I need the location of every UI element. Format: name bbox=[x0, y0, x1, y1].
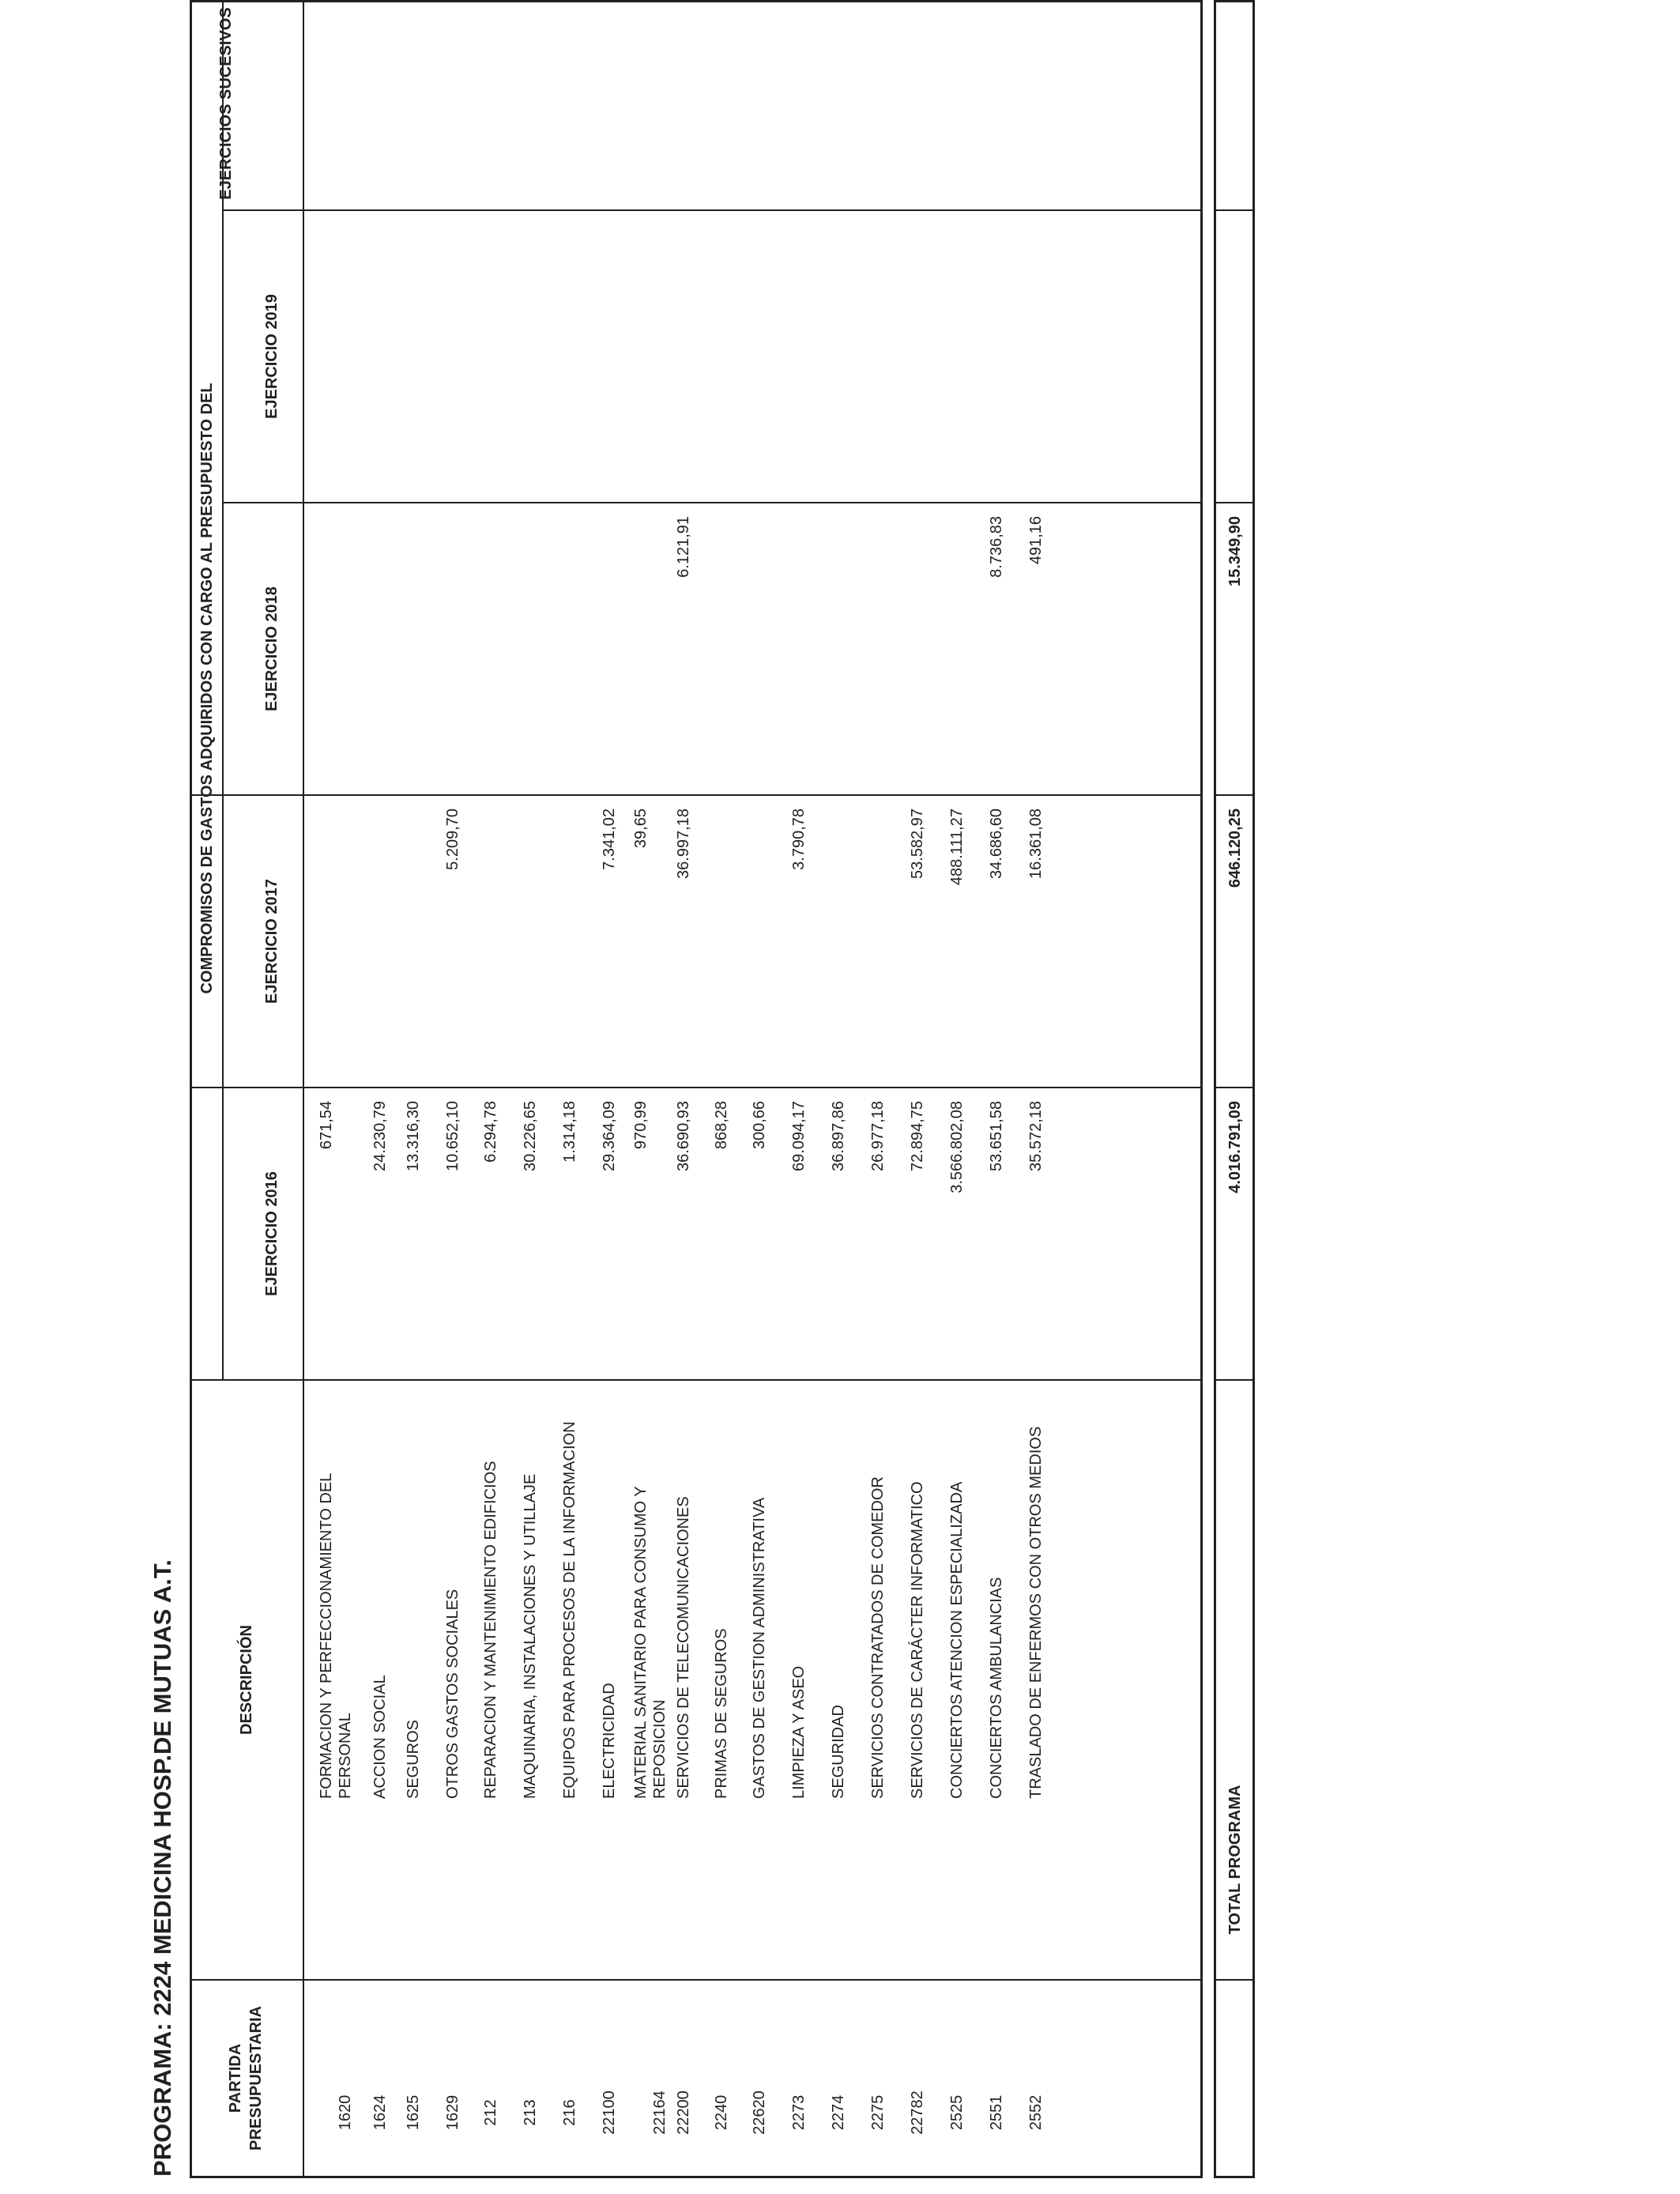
row-value-e2016: 53.651,58 bbox=[988, 1101, 1005, 1171]
row-code: 22200 bbox=[675, 2090, 692, 2135]
program-title: PROGRAMA: 2224 MEDICINA HOSP.DE MUTUAS A.T. bbox=[149, 1559, 176, 2177]
total-divider-2016 bbox=[1216, 1087, 1252, 1088]
row-value-e2016: 10.652,10 bbox=[444, 1101, 461, 1171]
total-label: TOTAL PROGRAMA bbox=[1226, 1785, 1244, 1935]
row-value-e2016: 36.690,93 bbox=[675, 1101, 692, 1171]
total-divider-2017 bbox=[1216, 794, 1252, 796]
row-value-e2016: 69.094,17 bbox=[790, 1101, 808, 1171]
header-partida: PARTIDA PRESUPUESTARIA bbox=[227, 2006, 265, 2151]
row-value-e2016: 24.230,79 bbox=[371, 1101, 389, 1171]
total-2016: 4.016.791,09 bbox=[1226, 1101, 1244, 1193]
row-description bbox=[750, 1498, 769, 1799]
header-ejercicio-2016: EJERCICIO 2016 bbox=[263, 1171, 281, 1296]
row-code: 212 bbox=[482, 2099, 499, 2126]
row-description bbox=[908, 1481, 927, 1799]
row-code: 22164 bbox=[651, 2090, 669, 2135]
row-value-e2016: 6.294,78 bbox=[482, 1101, 499, 1163]
row-code: 1624 bbox=[371, 2094, 389, 2131]
row-value-e2017: 3.790,78 bbox=[790, 809, 808, 870]
divider-partida bbox=[192, 1979, 1200, 1981]
row-value-e2016: 72.894,75 bbox=[909, 1101, 926, 1171]
row-code: 1625 bbox=[405, 2094, 422, 2131]
row-description bbox=[674, 1498, 693, 1799]
row-value-e2016: 300,66 bbox=[751, 1101, 768, 1150]
row-value-e2017: 36.997,18 bbox=[675, 809, 692, 879]
row-value-e2017: 16.361,08 bbox=[1027, 809, 1045, 879]
row-description-line: SERVICIOS CONTRATADOS DE COMEDOR bbox=[869, 1476, 887, 1799]
row-value-e2016: 36.897,86 bbox=[830, 1101, 847, 1171]
row-description bbox=[789, 1498, 808, 1799]
header-descripcion: DESCRIPCIÓN bbox=[238, 1625, 255, 1735]
row-value-e2016: 970,99 bbox=[632, 1101, 650, 1150]
total-2017: 646.120,25 bbox=[1226, 809, 1244, 888]
row-code: 213 bbox=[522, 2099, 539, 2126]
row-value-e2016: 35.572,18 bbox=[1027, 1101, 1045, 1171]
header-ejercicio-2017: EJERCICIO 2017 bbox=[263, 879, 281, 1004]
row-description-line: SEGUROS bbox=[405, 1719, 422, 1799]
row-description-line: PRIMAS DE SEGUROS bbox=[713, 1628, 730, 1799]
row-code: 2240 bbox=[713, 2094, 730, 2131]
row-description bbox=[521, 1473, 540, 1799]
divider-2016 bbox=[192, 1087, 1200, 1088]
row-description-line: MAQUINARIA, INSTALACIONES Y UTILLAJE bbox=[522, 1473, 539, 1799]
row-code: 22782 bbox=[909, 2090, 926, 2135]
row-code: 2552 bbox=[1027, 2094, 1045, 2131]
row-description bbox=[443, 1498, 462, 1799]
row-description-line: OTROS GASTOS SOCIALES bbox=[444, 1589, 461, 1799]
row-description bbox=[987, 1498, 1006, 1799]
row-code: 2275 bbox=[869, 2094, 887, 2131]
divider-descripcion bbox=[192, 1379, 1200, 1381]
row-value-e2016: 29.364,09 bbox=[601, 1101, 618, 1171]
row-description bbox=[317, 1472, 355, 1799]
row-description bbox=[712, 1498, 731, 1799]
row-code: 2551 bbox=[988, 2094, 1005, 2131]
row-description-line: CONCIERTOS AMBULANCIAS bbox=[988, 1577, 1005, 1799]
row-value-e2016: 30.226,65 bbox=[522, 1101, 539, 1171]
header-ejercicios-sucesivos: EJERCICIOS SUCESIVOS bbox=[217, 7, 235, 200]
row-value-e2017: 5.209,70 bbox=[444, 809, 461, 870]
header-compromisos: COMPROMISOS DE GASTOS ADQUIRIDOS CON CARGO AL PRESUPUESTO DEL bbox=[198, 383, 216, 994]
row-description bbox=[600, 1498, 619, 1799]
row-value-e2017: 34.686,60 bbox=[988, 809, 1005, 879]
total-2018: 15.349,90 bbox=[1226, 516, 1244, 586]
row-description-line: MATERIAL SANITARIO PARA CONSUMO Y bbox=[632, 1486, 650, 1799]
row-code: 216 bbox=[561, 2099, 578, 2126]
row-description bbox=[631, 1486, 669, 1799]
row-description-line: FORMACION Y PERFECCIONAMIENTO DEL bbox=[318, 1472, 335, 1799]
total-divider-partida bbox=[1216, 1979, 1252, 1981]
row-code: 1620 bbox=[337, 2094, 354, 2131]
total-table bbox=[1214, 0, 1255, 2178]
row-description-line: SERVICIOS DE TELECOMUNICACIONES bbox=[675, 1496, 692, 1799]
row-value-e2018: 491,16 bbox=[1027, 516, 1045, 565]
row-value-e2018: 8.736,83 bbox=[988, 516, 1005, 578]
row-value-e2016: 3.566.802,08 bbox=[948, 1101, 966, 1193]
total-divider-descripcion bbox=[1216, 1379, 1252, 1381]
row-code: 22620 bbox=[751, 2090, 768, 2135]
divider-2017 bbox=[192, 794, 1200, 796]
row-description bbox=[371, 1498, 390, 1799]
row-code: 2525 bbox=[948, 2094, 966, 2131]
row-code: 1629 bbox=[444, 2094, 461, 2131]
row-description-line: REPOSICION bbox=[651, 1699, 669, 1799]
row-description bbox=[481, 1461, 500, 1799]
commitments-table bbox=[190, 0, 1203, 2178]
row-description bbox=[560, 1421, 579, 1799]
row-value-e2017: 53.582,97 bbox=[909, 809, 926, 879]
row-value-e2016: 671,54 bbox=[318, 1101, 335, 1150]
row-value-e2018: 6.121,91 bbox=[675, 516, 692, 578]
row-description-line: ELECTRICIDAD bbox=[601, 1683, 618, 1799]
header-bottom-line bbox=[303, 2, 304, 2176]
row-description-line: SEGURIDAD bbox=[830, 1705, 847, 1799]
row-description-line: REPARACION Y MANTENIMIENTO EDIFICIOS bbox=[482, 1461, 499, 1799]
row-value-e2016: 13.316,30 bbox=[405, 1101, 422, 1171]
row-value-e2017: 39,65 bbox=[632, 809, 650, 849]
row-code: 2274 bbox=[830, 2094, 847, 2131]
row-code: 22100 bbox=[601, 2090, 618, 2135]
row-description-line: LIMPIEZA Y ASEO bbox=[790, 1665, 808, 1799]
row-description bbox=[404, 1498, 423, 1799]
row-description bbox=[1026, 1426, 1045, 1799]
row-description-line: CONCIERTOS ATENCION ESPECIALIZADA bbox=[948, 1481, 966, 1799]
row-description-line: PERSONAL bbox=[337, 1713, 354, 1799]
row-value-e2016: 1.314,18 bbox=[561, 1101, 578, 1163]
divider-2018 bbox=[224, 502, 1200, 503]
divider-2019 bbox=[224, 209, 1200, 211]
row-code: 2273 bbox=[790, 2094, 808, 2131]
row-value-e2017: 488.111,27 bbox=[948, 809, 966, 886]
row-description-line: GASTOS DE GESTION ADMINISTRATIVA bbox=[751, 1497, 768, 1799]
row-description-line: SERVICIOS DE CARÁCTER INFORMATICO bbox=[909, 1481, 926, 1799]
row-value-e2016: 868,28 bbox=[713, 1101, 730, 1150]
row-description-line: EQUIPOS PARA PROCESOS DE LA INFORMACION bbox=[561, 1421, 578, 1799]
header-ejercicio-2018: EJERCICIO 2018 bbox=[263, 586, 281, 711]
total-divider-2018 bbox=[1216, 502, 1252, 503]
row-value-e2017: 7.341,02 bbox=[601, 809, 618, 870]
total-divider-2019 bbox=[1216, 209, 1252, 211]
row-description bbox=[829, 1498, 848, 1799]
row-description bbox=[947, 1481, 966, 1799]
header-ejercicio-2019: EJERCICIO 2019 bbox=[263, 294, 281, 419]
row-description bbox=[868, 1476, 887, 1799]
row-description-line: TRASLADO DE ENFERMOS CON OTROS MEDIOS bbox=[1027, 1426, 1045, 1799]
row-value-e2016: 26.977,18 bbox=[869, 1101, 887, 1171]
row-description-line: ACCION SOCIAL bbox=[371, 1675, 389, 1799]
